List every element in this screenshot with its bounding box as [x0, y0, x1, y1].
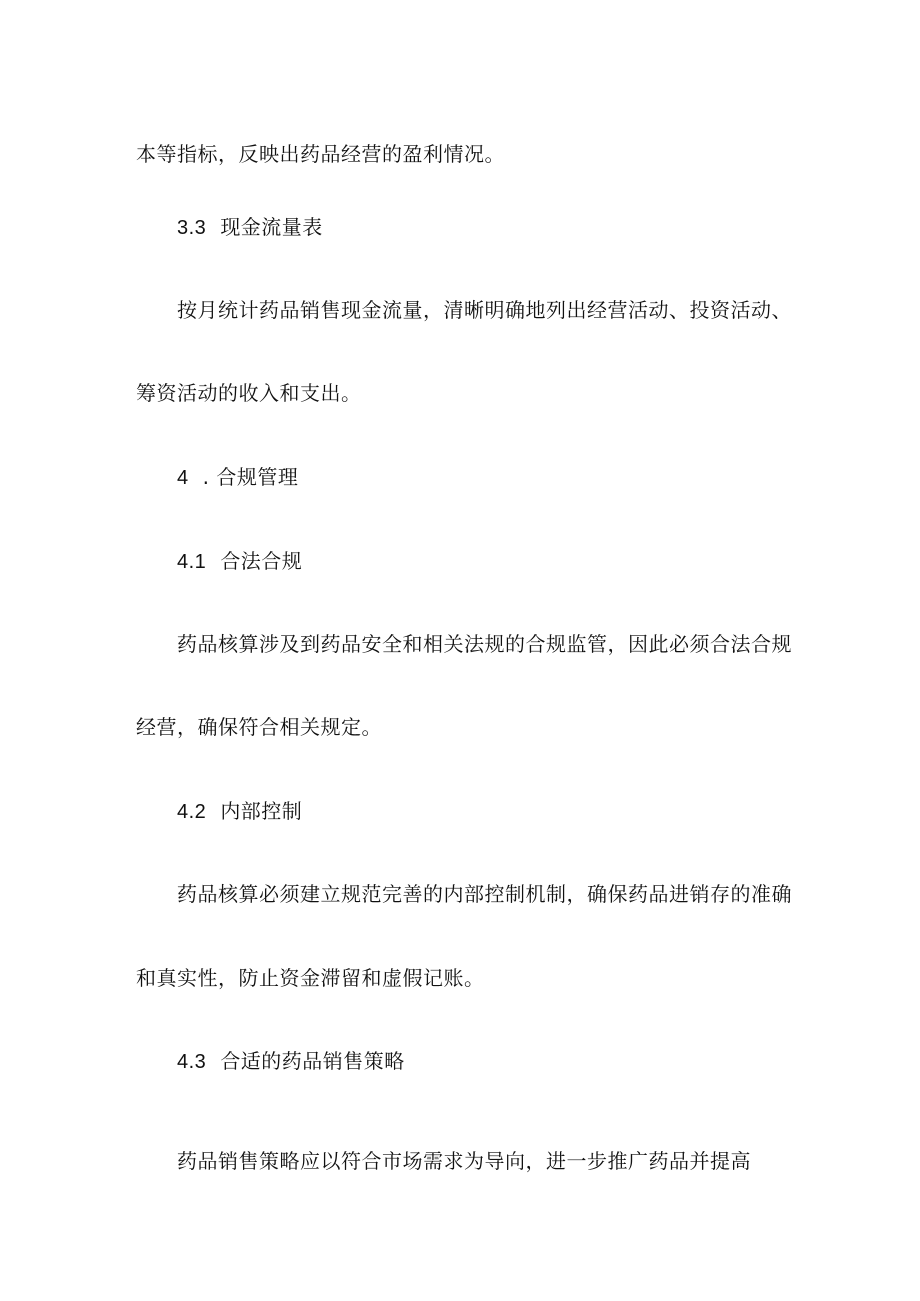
paragraph-line: 和真实性，防止资金滞留和虚假记账。: [136, 966, 485, 990]
section-title: . 合规管理: [202, 465, 299, 489]
paragraph-line: 药品核算必须建立规范完善的内部控制机制，确保药品进销存的准确: [177, 882, 792, 906]
section-number: 4.3: [177, 1051, 207, 1073]
section-heading-4: [177, 464, 298, 491]
section-heading-4-3: [177, 1048, 405, 1075]
section-title: 现金流量表: [220, 215, 323, 239]
paragraph-line: 经营，确保符合相关规定。: [136, 715, 382, 739]
paragraph-line: 药品核算涉及到药品安全和相关法规的合规监管，因此必须合法合规: [177, 632, 792, 656]
section-title: 合适的药品销售策略: [220, 1049, 405, 1073]
paragraph-line: 本等指标，反映出药品经营的盈利情况。: [136, 142, 505, 166]
section-heading-3-3: [177, 214, 323, 241]
section-number: 4.1: [177, 551, 207, 573]
paragraph-line: 筹资活动的收入和支出。: [136, 381, 362, 405]
section-number: 3.3: [177, 217, 207, 239]
section-heading-4-2: [177, 798, 302, 825]
paragraph-line: 药品销售策略应以符合市场需求为导向，进一步推广药品并提高: [177, 1149, 751, 1173]
paragraph-line: 按月统计药品销售现金流量，清晰明确地列出经营活动、投资活动、: [177, 298, 792, 322]
section-heading-4-1: [177, 548, 302, 575]
section-number: 4.2: [177, 801, 207, 823]
section-title: 内部控制: [220, 799, 303, 823]
section-number: 4: [177, 467, 189, 489]
section-title: 合法合规: [220, 549, 303, 573]
